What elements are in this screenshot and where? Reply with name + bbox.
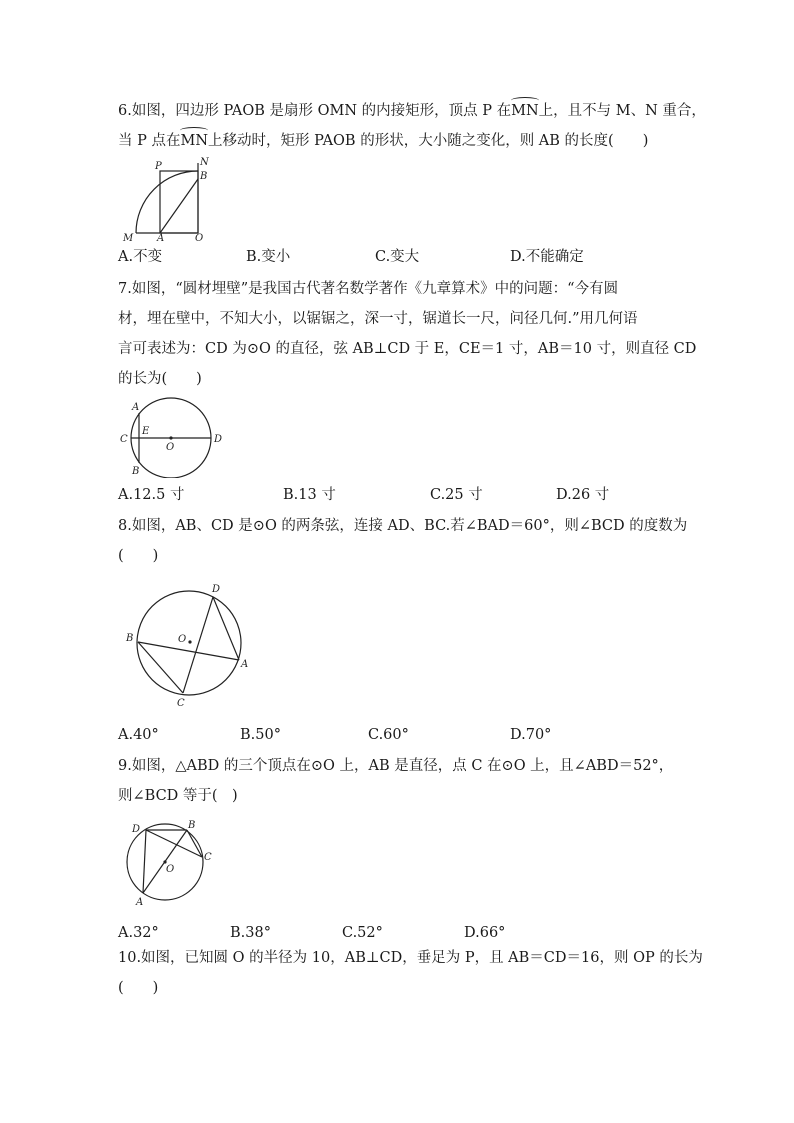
q6-option-b: B.变小 (246, 249, 291, 265)
q6-line-2 (118, 131, 648, 151)
q7-line-3: 言可表述为：CD 为⊙O 的直径，弦 AB⊥CD 于 E，CE＝1 寸，AB＝10 寸，则直径 CD (118, 341, 697, 357)
q6-text-1a: 6.如图，四边形 PAOB 是扇形 OMN 的内接矩形，顶点 P 在 (118, 103, 512, 119)
q9-option-a: A.32° (118, 925, 159, 941)
q7-option-c: C.25 寸 (430, 487, 483, 503)
q8-label-d: D (212, 584, 221, 595)
q8-option-c: C.60° (368, 727, 409, 743)
q6-option-d: D.不能确定 (510, 249, 584, 265)
q6-text-1b: 上，且不与 M、N 重合， (538, 103, 706, 119)
q6-label-o: O (195, 233, 204, 241)
q6-option-a: A.不变 (118, 249, 163, 265)
q10-line-1: 10.如图，已知圆 O 的半径为 10，AB⊥CD，垂足为 P，且 AB＝CD＝16，则 OP 的长为 (118, 950, 703, 966)
q7-figure-circle (118, 396, 228, 478)
q8-option-a: A.40° (118, 727, 159, 743)
q6-arc-mn-2: MN (180, 133, 209, 149)
q6-label-a: A (157, 233, 165, 241)
q9-label-d: D (132, 824, 141, 835)
q7-line-2: 材，埋在壁中，不知大小，以锯锯之，深一寸，锯道长一尺，问径几何.”用几何语 (118, 311, 638, 327)
q6-label-m: M (123, 233, 134, 241)
q9-line-1: 9.如图，△ABD 的三个顶点在⊙O 上，AB 是直径，点 C 在⊙O 上，且∠ABD＝52°， (118, 758, 674, 774)
q9-option-c: C.52° (342, 925, 383, 941)
q6-label-n: N (200, 157, 209, 168)
q9-option-d: D.66° (464, 925, 506, 941)
q6-text-2a: 当 P 点在 (118, 133, 181, 149)
q8-figure-circle (118, 578, 258, 710)
q7-line-1: 7.如图，“圆材埋壁”是我国古代著名数学著作《九章算术》中的问题：“今有圆 (118, 281, 619, 297)
q7-label-b: B (132, 466, 140, 477)
q9-label-a: A (136, 897, 144, 906)
q9-label-c: C (204, 852, 212, 863)
q6-label-p: P (155, 161, 162, 172)
q8-label-b: B (126, 633, 134, 644)
q8-option-b: B.50° (240, 727, 281, 743)
q7-label-e: E (142, 426, 150, 437)
q8-line-2: ( ) (118, 548, 159, 564)
q9-option-b: B.38° (230, 925, 271, 941)
q7-label-a: A (132, 402, 140, 413)
q6-arc-mn-1: MN (511, 103, 539, 119)
q10-line-2: ( ) (118, 980, 159, 996)
q7-option-d: D.26 寸 (556, 487, 610, 503)
q8-line-1: 8.如图，AB、CD 是⊙O 的两条弦，连接 AD、BC.若∠BAD＝60°，则∠BCD 的度数为 (118, 518, 688, 534)
q7-option-b: B.13 寸 (283, 487, 336, 503)
q6-line-1 (118, 101, 706, 121)
q6-option-c: C.变大 (375, 249, 420, 265)
q7-option-a: A.12.5 寸 (118, 487, 185, 503)
q7-label-o: O (166, 442, 175, 453)
q6-figure-sector (118, 157, 218, 241)
q9-label-b: B (188, 820, 196, 831)
q8-label-a: A (241, 659, 249, 670)
q8-option-d: D.70° (510, 727, 552, 743)
q8-label-c: C (177, 698, 185, 709)
q9-line-2: 则∠BCD 等于( ) (118, 788, 238, 804)
q7-label-c: C (120, 434, 128, 445)
q9-label-o: O (166, 864, 175, 875)
q7-line-4: 的长为( ) (118, 371, 202, 387)
q6-text-2b: 上移动时，矩形 PAOB 的形状，大小随之变化，则 AB 的长度( ) (208, 133, 649, 149)
q8-label-o: O (178, 634, 187, 645)
q6-label-b: B (200, 171, 208, 182)
q7-label-d: D (214, 434, 223, 445)
q9-figure-circle (118, 816, 228, 906)
